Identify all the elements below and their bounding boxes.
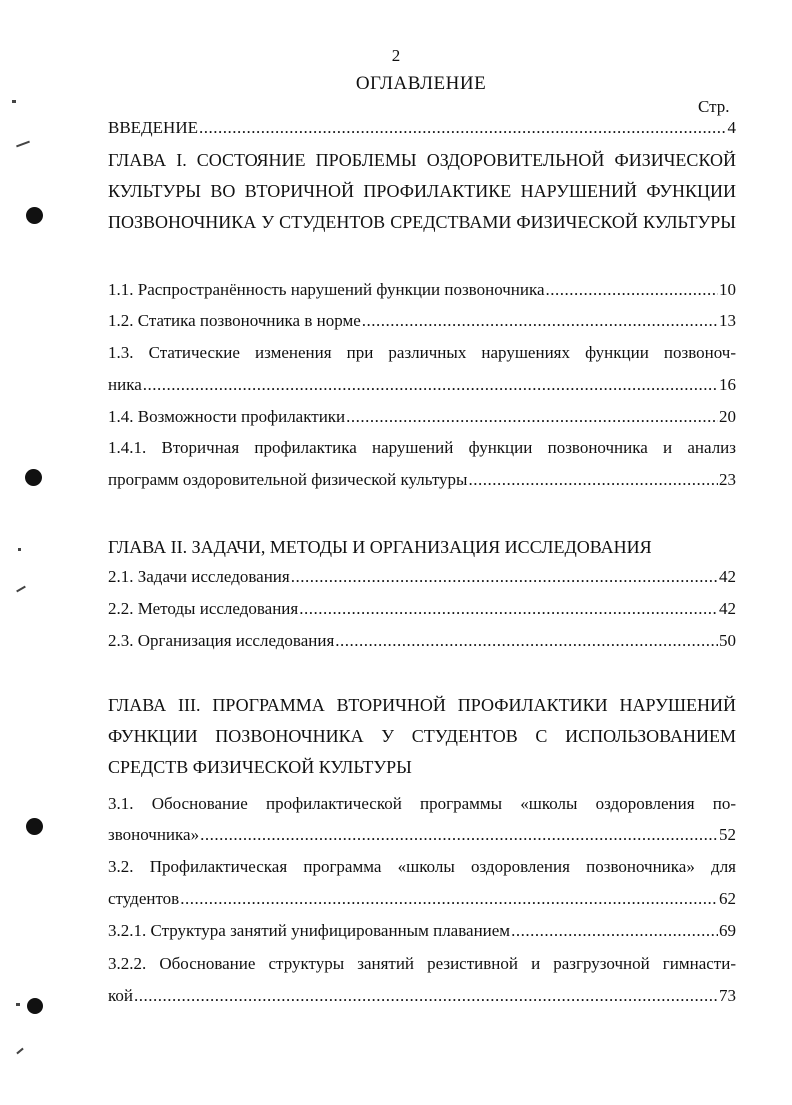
toc-entry-title-line: 1.3. Статические изменения при различных нарушениях функции позвоноч- — [108, 343, 736, 362]
leader-dots — [335, 631, 718, 651]
leader-dots — [546, 280, 718, 300]
toc-entry-1-1 — [108, 280, 736, 302]
leader-dots — [199, 118, 727, 138]
chapter-2-heading — [108, 532, 736, 563]
chapter-heading-line: КУЛЬТУРЫ ВО ВТОРИЧНОЙ ПРОФИЛАКТИКЕ НАРУШЕНИЙ ФУНКЦИИ — [108, 181, 736, 201]
page-column-label: Стр. — [698, 97, 730, 116]
toc-entry-1-4 — [108, 407, 736, 429]
toc-entry-2-2 — [108, 599, 736, 621]
toc-entry-page: 62 — [719, 889, 736, 908]
toc-entry-title: ВВЕДЕНИЕ — [108, 118, 198, 137]
scan-speck — [18, 548, 21, 551]
leader-dots — [299, 599, 718, 619]
leader-dots — [362, 311, 718, 331]
toc-entry-page: 16 — [719, 375, 736, 394]
chapter-heading-line: СРЕДСТВ ФИЗИЧЕСКОЙ КУЛЬТУРЫ — [108, 757, 412, 777]
chapter-heading-line: ГЛАВА III. ПРОГРАММА ВТОРИЧНОЙ ПРОФИЛАКТИКИ НАРУШЕНИЙ — [108, 695, 736, 715]
punch-hole — [27, 998, 43, 1014]
leader-dots — [200, 825, 718, 845]
toc-entry-page: 42 — [719, 599, 736, 618]
toc-entry-title: 2.3. Организация исследования — [108, 631, 335, 650]
toc-entry-title: 1.1. Распространённость нарушений функции позвоночника — [108, 280, 545, 299]
toc-entry-page: 13 — [719, 311, 736, 330]
toc-entry-title: 1.2. Статика позвоночника в норме — [108, 311, 361, 330]
punch-hole — [26, 207, 43, 224]
scan-speck — [12, 100, 16, 103]
toc-entry-title: 3.2.1. Структура занятий унифицированным плаванием — [108, 921, 511, 940]
chapter-3-heading — [108, 690, 736, 783]
chapter-heading-line: ПОЗВОНОЧНИКА У СТУДЕНТОВ СРЕДСТВАМИ ФИЗИЧЕСКОЙ КУЛЬТУРЫ — [108, 212, 736, 232]
leader-dots — [511, 921, 718, 941]
toc-entry-page: 69 — [719, 921, 736, 940]
toc-entry-title-line: 3.2.2. Обоснование структуры занятий резистивной и разгрузочной гимнасти- — [108, 954, 736, 973]
chapter-heading-line: ГЛАВА II. ЗАДАЧИ, МЕТОДЫ И ОРГАНИЗАЦИЯ ИССЛЕДОВАНИЯ — [108, 537, 652, 557]
punch-hole — [26, 818, 43, 835]
toc-entry-title: 2.2. Методы исследования — [108, 599, 299, 618]
chapter-1-heading — [108, 145, 736, 238]
toc-entry-title: ника — [108, 375, 142, 394]
toc-entry-title: программ оздоровительной физической культуры — [108, 470, 468, 489]
chapter-heading-line: ФУНКЦИИ ПОЗВОНОЧНИКА У СТУДЕНТОВ С ИСПОЛЬЗОВАНИЕМ — [108, 726, 736, 746]
toc-entry-page: 23 — [719, 470, 736, 489]
toc-entry-title: 2.1. Задачи исследования — [108, 567, 290, 586]
toc-entry-3-1-cont — [108, 825, 736, 847]
toc-entry-2-1 — [108, 567, 736, 589]
leader-dots — [468, 470, 718, 490]
toc-entry-title: 1.4. Возможности профилактики — [108, 407, 346, 426]
toc-entry-title-line: 3.2. Профилактическая программа «школы оздоровления позвоночника» для — [108, 857, 736, 876]
toc-entry-page: 10 — [719, 280, 736, 299]
punch-hole — [25, 469, 42, 486]
toc-entry-1-4-1 — [108, 438, 736, 460]
toc-entry-2-3 — [108, 631, 736, 653]
toc-entry-3-2 — [108, 857, 736, 879]
leader-dots — [143, 375, 718, 395]
page-title: ОГЛАВЛЕНИЕ — [355, 73, 487, 94]
toc-entry-1-4-1-cont — [108, 470, 736, 492]
toc-entry-3-2-1 — [108, 921, 736, 943]
toc-entry-title: студентов — [108, 889, 180, 908]
toc-entry-page: 50 — [719, 631, 736, 650]
toc-entry-1-2 — [108, 311, 736, 333]
page-number: 2 — [391, 46, 401, 65]
leader-dots — [346, 407, 718, 427]
toc-entry-title: кой — [108, 986, 133, 1005]
toc-entry-page: 52 — [719, 825, 736, 844]
scan-speck — [16, 1003, 20, 1006]
toc-entry-3-2-cont — [108, 889, 736, 911]
toc-entry-3-2-2-cont — [108, 986, 736, 1008]
scan-speck — [16, 1048, 23, 1055]
toc-entry-page: 73 — [719, 986, 736, 1005]
toc-entry-page: 20 — [719, 407, 736, 426]
toc-entry-title-line: 3.1. Обоснование профилактической программы «школы оздоровления по- — [108, 794, 736, 813]
leader-dots — [134, 986, 718, 1006]
toc-entry-page: 4 — [727, 118, 736, 137]
scan-speck — [16, 141, 30, 148]
toc-entry-3-1 — [108, 794, 736, 816]
toc-entry-3-2-2 — [108, 954, 736, 976]
leader-dots — [291, 567, 718, 587]
toc-entry-1-3-cont — [108, 375, 736, 397]
leader-dots — [180, 889, 718, 909]
toc-entry-title-line: 1.4.1. Вторичная профилактика нарушений функции позвоночника и анализ — [108, 438, 736, 457]
toc-entry-1-3 — [108, 343, 736, 365]
toc-entry-page: 42 — [719, 567, 736, 586]
toc-entry-title: звоночника» — [108, 825, 200, 844]
scan-speck — [16, 586, 26, 593]
chapter-heading-line: ГЛАВА I. СОСТОЯНИЕ ПРОБЛЕМЫ ОЗДОРОВИТЕЛЬНОЙ ФИЗИЧЕСКОЙ — [108, 150, 736, 170]
toc-entry-intro — [108, 118, 736, 140]
